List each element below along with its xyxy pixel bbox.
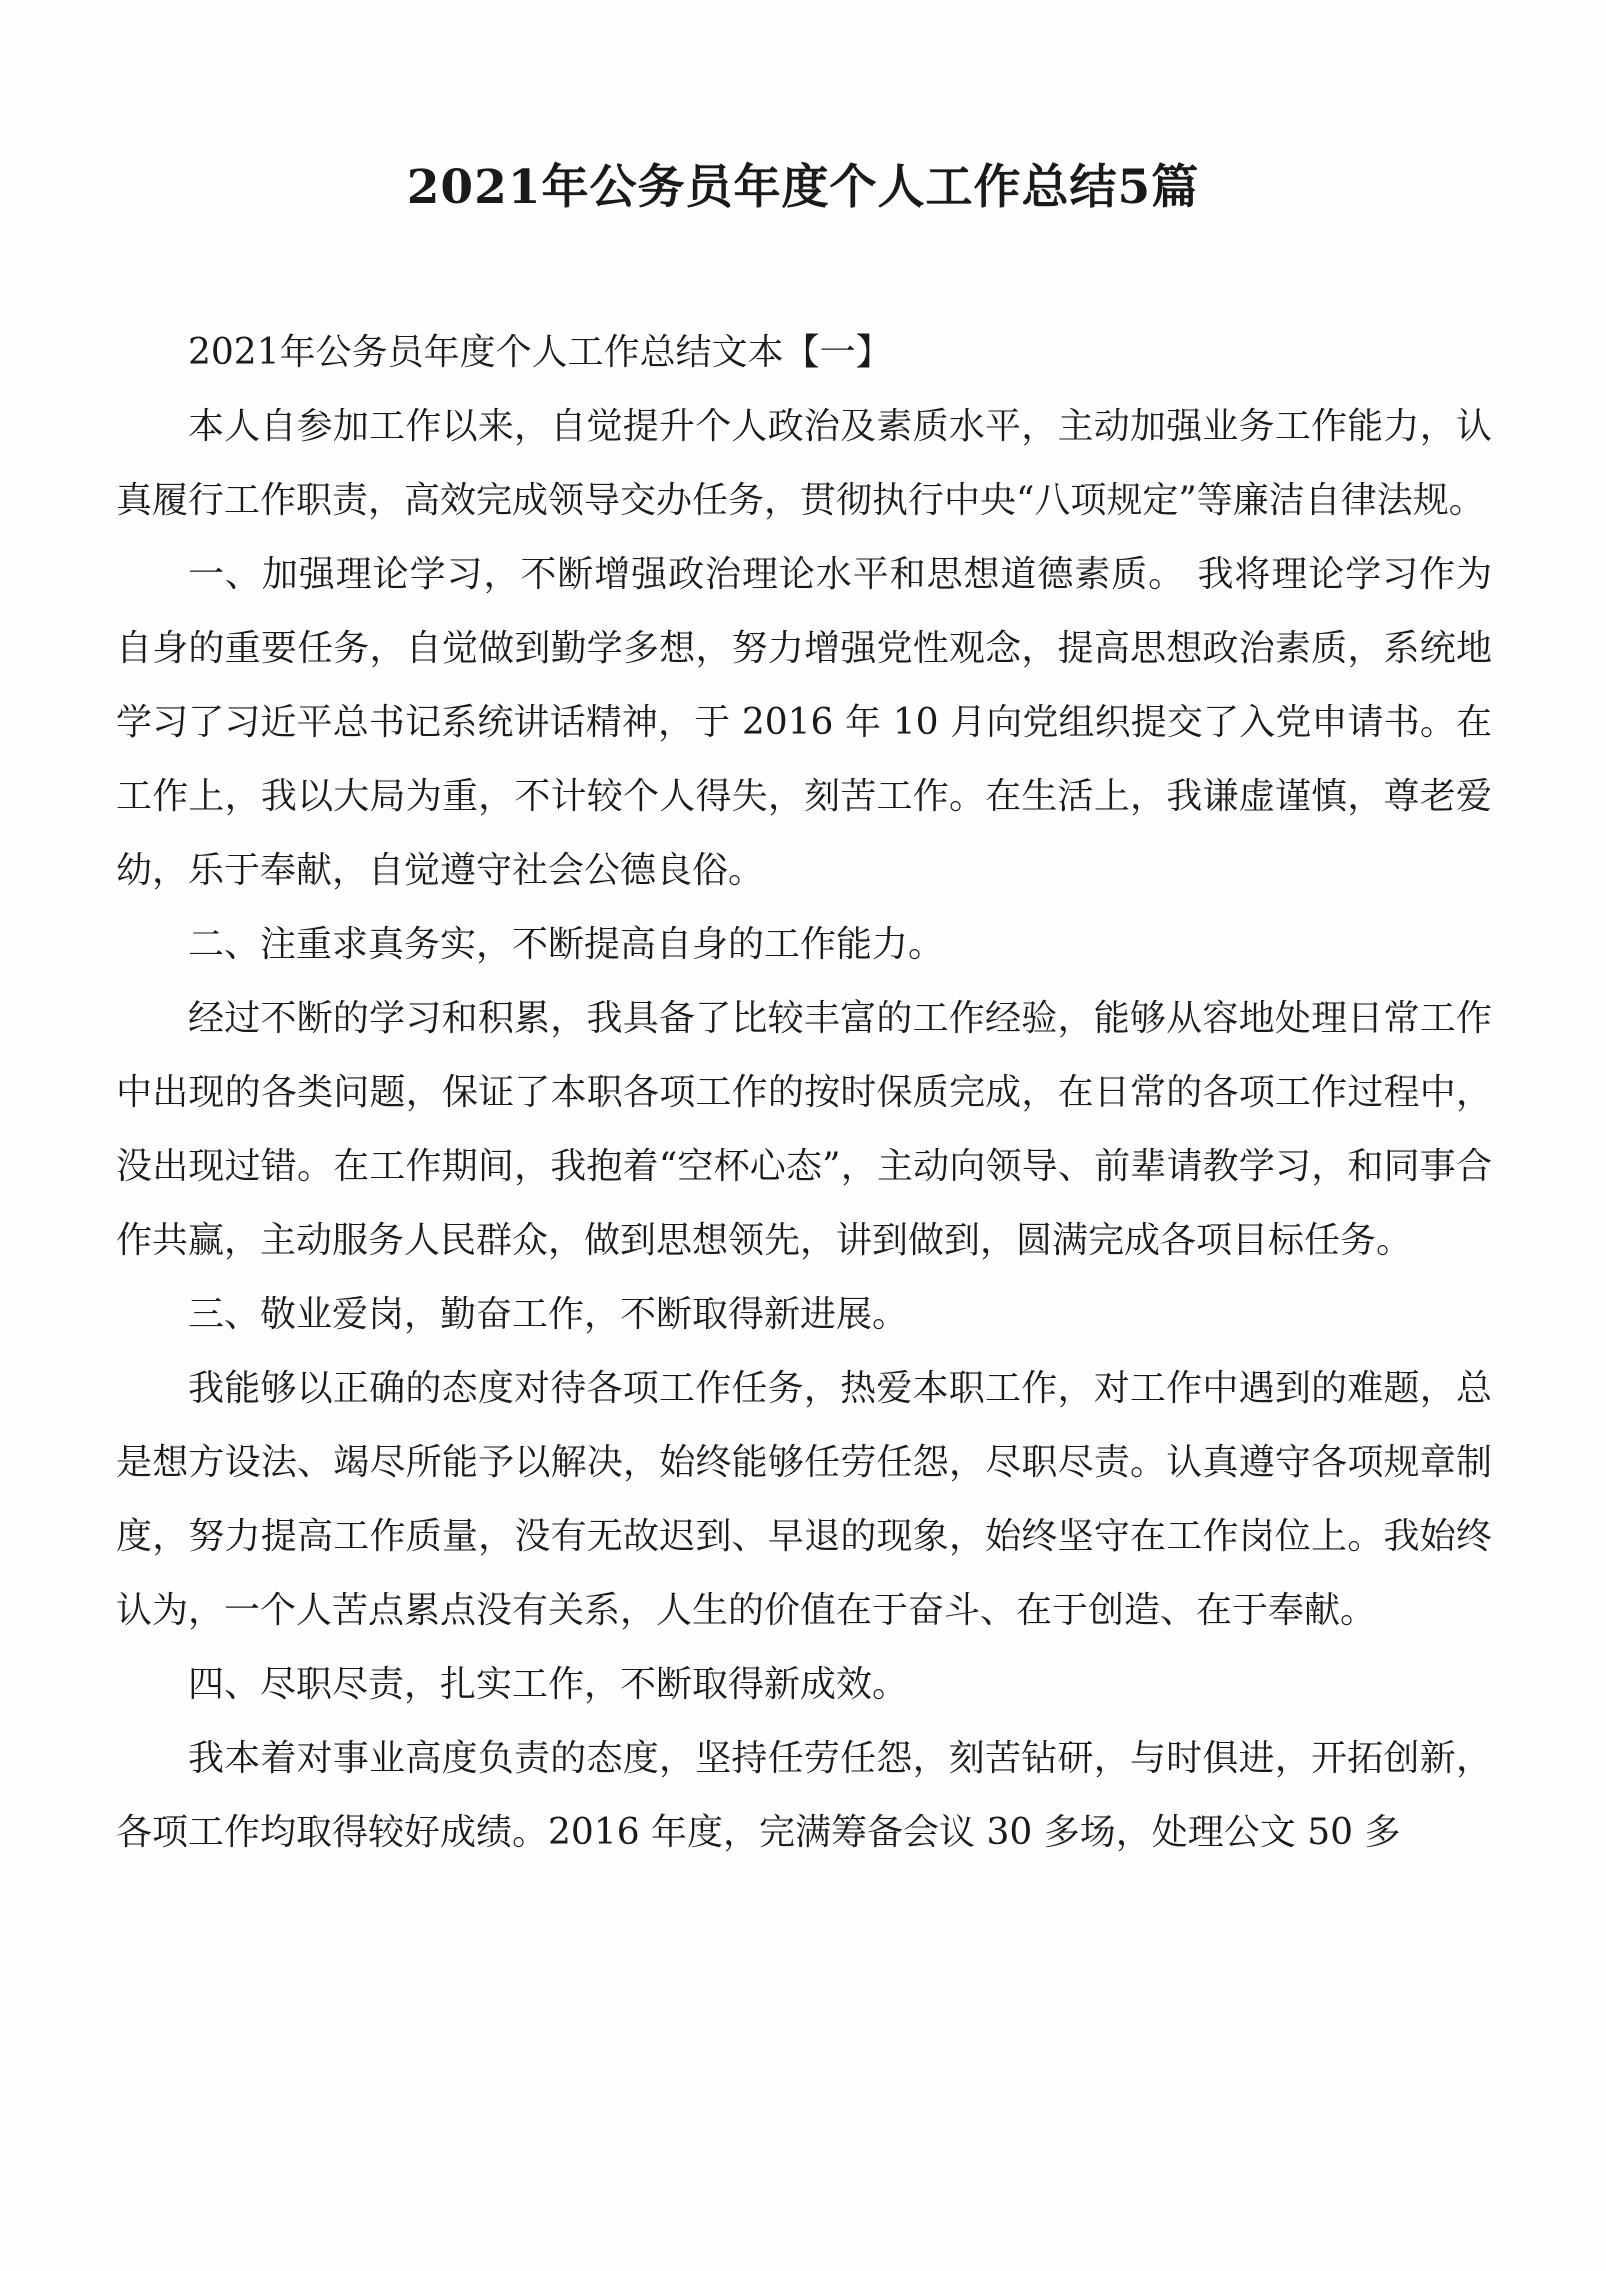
document-body <box>116 316 1492 1870</box>
paragraph: 三、敬业爱岗，勤奋工作，不断取得新进展。 <box>188 1294 909 1335</box>
paragraph: 我本着对事业高度负责的态度，坚持任劳任怨，刻苦钻研，与时俱进，开拓创新，各项工作均取得较好成绩。2016 年度，完满筹备会议 30 多场，处理公文 50 多 <box>116 1738 1492 1853</box>
paragraph: 二、注重求真务实，不断提高自身的工作能力。 <box>188 924 945 965</box>
paragraph: 我能够以正确的态度对待各项工作任务，热爱本职工作，对工作中遇到的难题，总是想方设法、竭尽所能予以解决，始终能够任劳任怨，尽职尽责。认真遵守各项规章制度，努力提高工作质量，没有无故迟到、早退的现象，始终坚守在工作岗位上。我始终认为，一个人苦点累点没有关系，人生的价值在于奋斗、在于创造、在于奉献。 <box>116 1368 1492 1631</box>
paragraph: 一、加强理论学习，不断增强政治理论水平和思想道德素质。 我将理论学习作为自身的重要任务，自觉做到勤学多想，努力增强党性观念，提高思想政治素质，系统地学习了习近平总书记系统讲话精神，于 2016 年 10 月向党组织提交了入党申请书。在工作上，我以大局为重，不计较个人得失，刻苦工作。在生活上，我谦虚谨慎，尊老爱幼，乐于奉献，自觉遵守社会公德良俗。 <box>116 554 1492 891</box>
paragraph: 四、尽职尽责，扎实工作，不断取得新成效。 <box>188 1664 909 1705</box>
paragraph: 经过不断的学习和积累，我具备了比较丰富的工作经验，能够从容地处理日常工作中出现的各类问题，保证了本职各项工作的按时保质完成，在日常的各项工作过程中，没出现过错。在工作期间，我抱着“空杯心态”，主动向领导、前辈请教学习，和同事合作共赢，主动服务人民群众，做到思想领先，讲到做到，圆满完成各项目标任务。 <box>116 998 1492 1261</box>
section-heading: 2021年公务员年度个人工作总结文本【一】 <box>188 332 892 373</box>
paragraph: 本人自参加工作以来，自觉提升个人政治及素质水平，主动加强业务工作能力，认真履行工作职责，高效完成领导交办任务，贯彻执行中央“八项规定”等廉洁自律法规。 <box>116 406 1492 521</box>
document-title: 2021年公务员年度个人工作总结5篇 <box>406 160 1200 215</box>
